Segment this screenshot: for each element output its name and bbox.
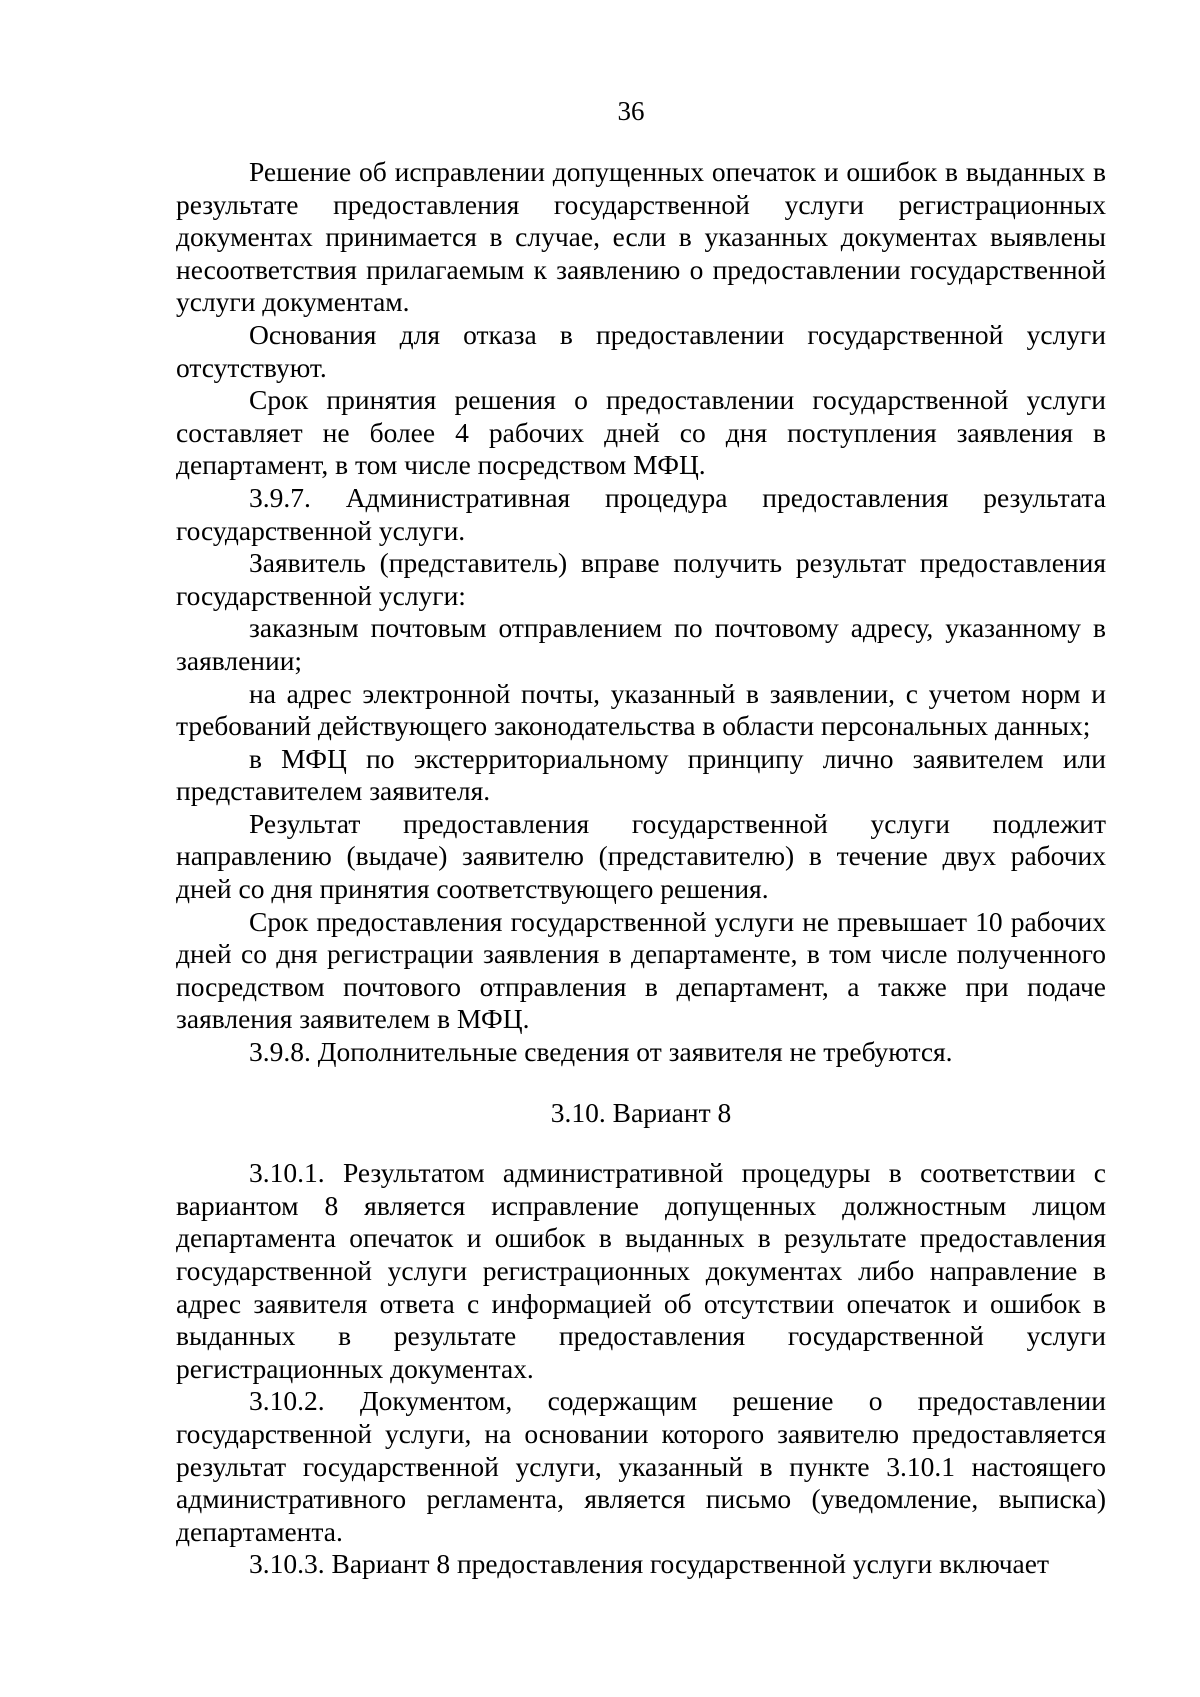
paragraph: Результат предоставления государственной услуги подлежит направлению (выдаче) заявителю (представителю) в течение двух рабочих дней со дня принятия соответствующего решения. (176, 807, 1106, 905)
paragraph: 3.9.8. Дополнительные сведения от заявителя не требуются. (249, 1036, 953, 1068)
paragraph: Основания для отказа в предоставлении государственной услуги отсутствуют. (176, 318, 1106, 383)
paragraph: 3.9.7. Административная процедура предоставления результата государственной услуги. (176, 481, 1106, 546)
paragraph: 3.10.1. Результатом административной процедуры в соответствии с вариантом 8 является исправление допущенных должностным лицом департамента опечаток и ошибок в выданных в результате предоставления государственной услуги регистрационных документах либо направление в адрес заявителя ответа с информацией об отсутствии опечаток и ошибок в выданных в результате предоставления государственной услуги регистрационных документах. (176, 1157, 1106, 1384)
paragraph: в МФЦ по экстерриториальному принципу лично заявителем или представителем заявителя. (176, 742, 1106, 807)
section-heading: 3.10. Вариант 8 (550, 1096, 732, 1128)
paragraph: на адрес электронной почты, указанный в заявлении, с учетом норм и требований действующего законодательства в области персональных данных; (176, 677, 1106, 742)
paragraph: Заявитель (представитель) вправе получить результат предоставления государственной услуги: (176, 547, 1106, 611)
paragraph: Срок принятия решения о предоставлении государственной услуги составляет не более 4 рабочих дней со дня поступления заявления в департамент, в том числе посредством МФЦ. (176, 384, 1106, 481)
paragraph: заказным почтовым отправлением по почтовому адресу, указанному в заявлении; (176, 612, 1106, 676)
document-body (176, 156, 1106, 1581)
page-number: 36 (617, 96, 645, 126)
paragraph: Решение об исправлении допущенных опечаток и ошибок в выданных в результате предоставления государственной услуги регистрационных документах принимается в случае, если в указанных документах выявлены несоответствия прилагаемым к заявлению о предоставлении государственной услуги документам. (176, 156, 1106, 318)
paragraph: Срок предоставления государственной услуги не превышает 10 рабочих дней со дня регистрации заявления в департаменте, в том числе полученного посредством почтового отправления в департамент, а также при подаче заявления заявителем в МФЦ. (176, 905, 1106, 1035)
paragraph: 3.10.2. Документом, содержащим решение о предоставлении государственной услуги, на основании которого заявителю предоставляется результат государственной услуги, указанный в пункте 3.10.1 настоящего административного регламента, является письмо (уведомление, выписка) департамента. (176, 1385, 1106, 1547)
paragraph: 3.10.3. Вариант 8 предоставления государственной услуги включает (249, 1548, 1049, 1580)
